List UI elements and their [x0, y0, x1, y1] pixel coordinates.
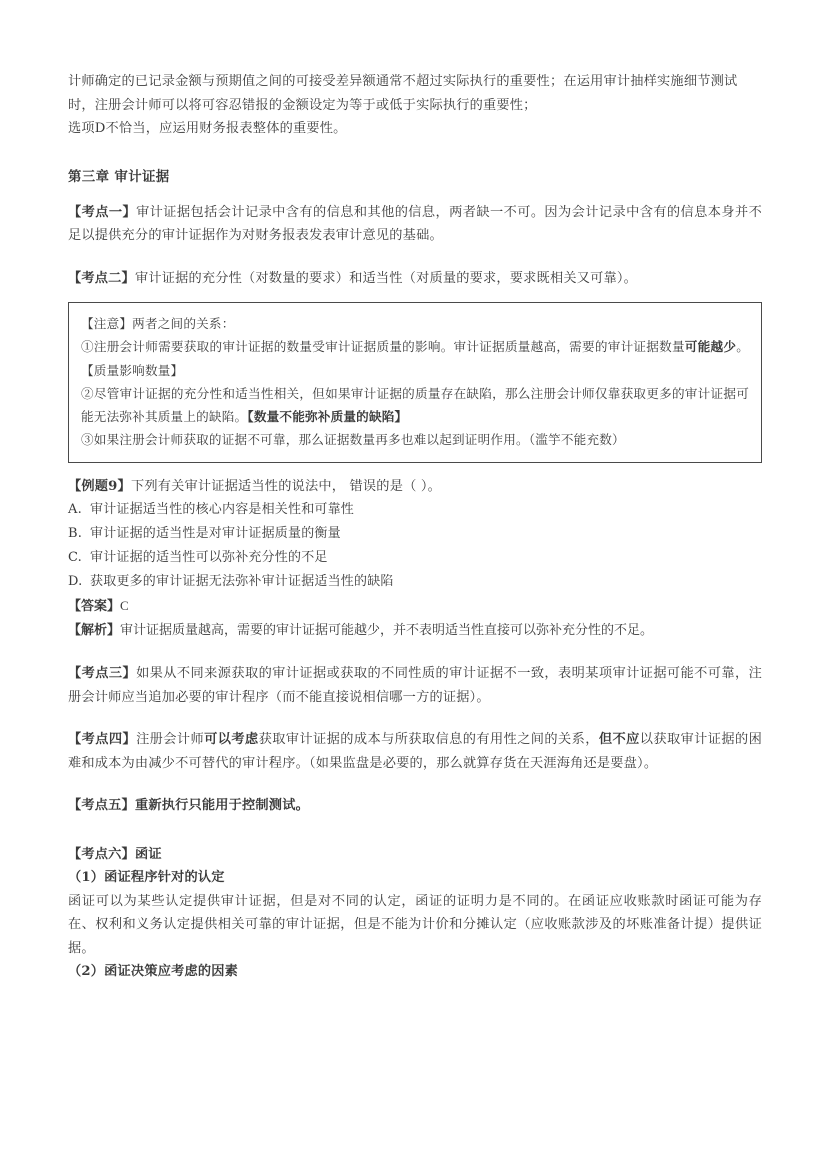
- option-text: 审计证据适当性的核心内容是相关性和可靠性: [90, 502, 355, 518]
- point-six-heading: [68, 843, 762, 867]
- point-five-label: 【考点五】: [68, 798, 135, 814]
- note-item-2-text: ②尽管审计证据的充分性和适当性相关，但如果审计证据的质量存在缺陷，那么注册会计师仅靠获取更多的审计证据可能无法弥补其质量上的缺陷。: [81, 385, 749, 425]
- note-item-1-text-b: 。【质量影响数量】: [81, 339, 749, 378]
- option-letter: C.: [68, 550, 83, 566]
- spacer: [68, 290, 762, 302]
- spacer: [68, 463, 762, 475]
- note-item-2-emphasis: 【数量不能弥补质量的缺陷】: [247, 409, 408, 425]
- option-text: 审计证据的适当性可以弥补充分性的不足: [90, 550, 328, 566]
- point-four-emphasis-1: 可以考虑: [204, 732, 259, 748]
- point-four-seg-3: 获取审计证据的成本与所获取信息的有用性之间的关系，: [258, 732, 599, 748]
- point-six-label: 【考点六】: [68, 846, 135, 862]
- answer-value: C: [120, 598, 129, 614]
- example-option-b: [68, 522, 762, 546]
- example-analysis: [68, 619, 762, 643]
- example-answer: [68, 594, 762, 619]
- point-three-paragraph: [68, 662, 762, 709]
- intro-line-1: 计师确定的已记录金额与预期值之间的可接受差异额通常不超过实际执行的重要性；在运用审计抽样实施细节测试: [68, 74, 738, 89]
- point-six-sub1-body: 函证可以为某些认定提供审计证据，但是对不同的认定，函证的证明力是不同的。在函证应收账款时函证可能为存在、权利和义务认定提供相关可靠的审计证据，但是不能为计价和分摊认定（应收账款涉及的坏账准备计提）提供证据。: [68, 893, 762, 956]
- point-six-sub2-title: （2）函证决策应考虑的因素: [68, 964, 239, 980]
- example-stem: [68, 475, 762, 499]
- analysis-text: 审计证据质量越高，需要的审计证据可能越少，并不表明适当性直接可以弥补充分性的不足。: [120, 623, 654, 639]
- point-five-paragraph: [68, 794, 762, 818]
- point-three-body: 如果从不同来源获取的审计证据或获取的不同性质的审计证据不一致，表明某项审计证据可能不可靠，注册会计师应当追加必要的审计程序（而不能直接说相信哪一方的证据）。: [68, 666, 762, 705]
- example-stem-text: 下列有关审计证据适当性的说法中， 错误的是（ ）。: [130, 478, 442, 494]
- point-one-body: 审计证据包括会计记录中含有的信息和其他的信息，两者缺一不可。因为会计记录中含有的信息本身并不足以提供充分的审计证据作为对财务报表发表审计意见的基础。: [68, 204, 762, 243]
- note-box-header: 【注意】两者之间的关系：: [81, 316, 235, 331]
- note-item-1-text-a: ①注册会计师需要获取的审计证据的数量受审计证据质量的影响。审计证据质量越高，需要的审计证据数量: [81, 339, 685, 355]
- analysis-label: 【解析】: [68, 623, 121, 639]
- point-two-label: 【考点二】: [68, 270, 135, 286]
- option-text: 获取更多的审计证据无法弥补审计证据适当性的缺陷: [90, 574, 394, 590]
- point-five-body: 重新执行只能用于控制测试。: [134, 798, 309, 814]
- intro-line-2: 时，注册会计师可以将可容忍错报的金额设定为等于或低于实际执行的重要性；: [68, 97, 537, 113]
- spacer: [68, 643, 762, 662]
- spacer: [68, 141, 762, 166]
- spacer: [68, 775, 762, 794]
- point-three-label: 【考点三】: [68, 666, 137, 682]
- example-option-c: [68, 546, 762, 570]
- spacer: [68, 818, 762, 843]
- page-content: [68, 70, 762, 984]
- spacer: [68, 709, 762, 728]
- point-one-label: 【考点一】: [68, 204, 137, 220]
- option-letter: B.: [68, 526, 83, 542]
- point-six-title: 函证: [134, 846, 162, 862]
- spacer: [68, 189, 762, 201]
- point-four-label: 【考点四】: [68, 732, 137, 748]
- note-box-item-3: ③如果注册会计师获取的证据不可靠，那么证据数量再多也难以起到证明作用。（滥竽不能充数）: [81, 432, 625, 448]
- option-letter: A.: [68, 502, 82, 518]
- point-six-sub1-title: （1）函证程序针对的认定: [68, 870, 225, 886]
- intro-line-3: 选项D不恰当，应运用财务报表整体的重要性。: [68, 121, 347, 136]
- note-box-item-1: [81, 335, 749, 382]
- note-box-item-2: [81, 382, 749, 429]
- chapter-title: 第三章 审计证据: [68, 168, 170, 185]
- point-two-paragraph: [68, 267, 762, 291]
- point-four-paragraph: [68, 728, 762, 775]
- point-two-body: 审计证据的充分性（对数量的要求）和适当性（对质量的要求，要求既相关又可靠）。: [134, 270, 638, 286]
- answer-label: 【答案】: [68, 599, 121, 615]
- option-text: 审计证据的适当性是对审计证据质量的衡量: [90, 526, 341, 542]
- spacer: [68, 248, 762, 267]
- option-letter: D.: [68, 574, 83, 590]
- point-four-seg-1: 注册会计师: [136, 732, 205, 748]
- point-one-paragraph: [68, 201, 762, 248]
- point-four-seg-5: 以获取审计证据的困难和成本为由减少不可替代的审计程序。（如果监盘是必要的，那么就算存货在天涯海角还是要盘）。: [68, 732, 762, 771]
- example-option-a: [68, 498, 762, 522]
- note-box: [68, 302, 762, 463]
- note-item-1-emphasis: 可能越少: [684, 339, 737, 355]
- example-option-d: [68, 570, 762, 594]
- point-four-emphasis-2: 但不应: [598, 732, 640, 748]
- example-label: 【例题9】: [68, 478, 131, 494]
